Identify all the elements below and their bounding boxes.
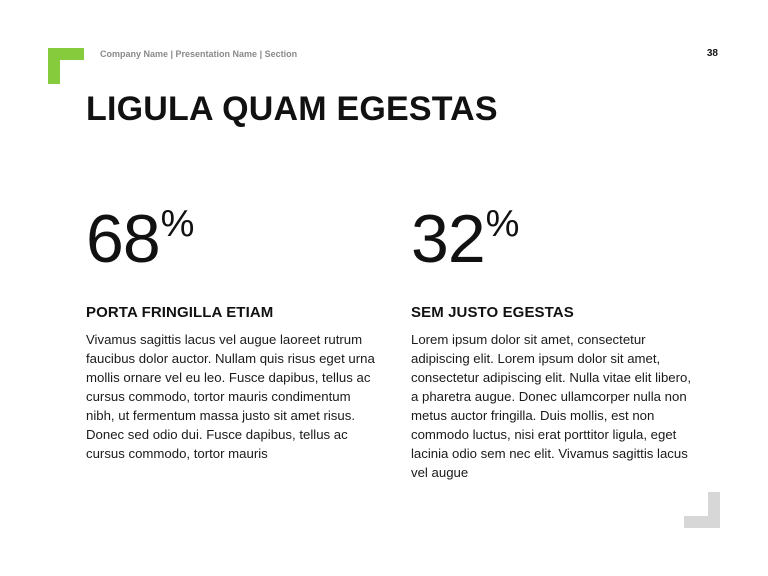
stat-unit: % [485, 203, 520, 245]
stat-number: 68 [86, 201, 160, 277]
stat-unit: % [160, 203, 195, 245]
slide-title: LIGULA QUAM EGESTAS [86, 90, 498, 128]
stat-column-left [86, 200, 376, 463]
stat-body-text: Lorem ipsum dolor sit amet, consectetur adipiscing elit. Lorem ipsum dolor sit amet, consectetur adipiscing elit. Nulla vitae elit libero, a pharetra augue. Donec ullamcorper nulla non metus auctor fringilla. Duis mollis, est non commodo luctus, nisi erat porttitor ligula, eget lacinia odio sem nec elit. Vivamus sagittis lacus vel augue [411, 332, 692, 480]
stat-column-right [411, 200, 701, 482]
breadcrumb: Company Name | Presentation Name | Section [100, 49, 298, 59]
stat-value-right [411, 200, 701, 278]
corner-decoration-bottom-right [684, 492, 720, 528]
stat-body-text: Vivamus sagittis lacus vel augue laoreet rutrum faucibus dolor auctor. Nullam quis risus eget urna mollis ornare vel eu leo. Fusce dapibus, tellus ac cursus commodo, tortor mauris condimentum nibh, ut fermentum massa justo sit amet risus. Donec sed odio dui. Fusce dapibus, tellus ac cursus commodo, tortor mauris [86, 332, 375, 461]
page-number: 38 [706, 48, 718, 59]
corner-accent-top-left [48, 48, 84, 84]
stat-heading: SEM JUSTO EGESTAS [411, 304, 574, 321]
stat-heading: PORTA FRINGILLA ETIAM [86, 304, 274, 321]
stat-value-left [86, 200, 376, 278]
stat-number: 32 [411, 201, 485, 277]
